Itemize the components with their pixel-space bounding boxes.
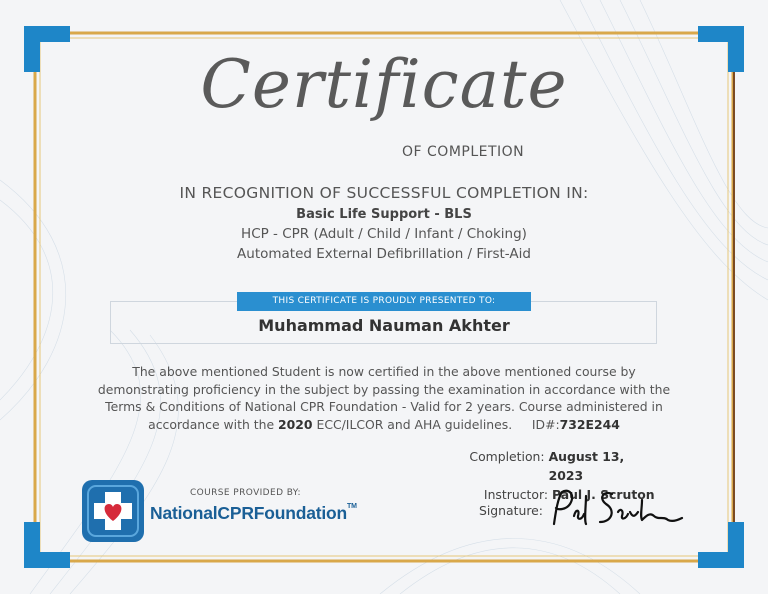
certificate-id: 732E244 <box>559 416 620 432</box>
certificate-title-wrap <box>0 46 768 123</box>
instructor-label: Instructor: <box>483 487 548 502</box>
course-line-2: HCP - CPR (Adult / Child / Infant / Choking) <box>241 226 527 242</box>
completion-row <box>420 447 660 485</box>
course-name: Basic Life Support - BLS <box>296 207 472 222</box>
guidelines-year: 2020 <box>278 416 313 432</box>
certificate-subtitle: OF COMPLETION <box>402 144 525 160</box>
completion-label: Completion: <box>469 449 545 464</box>
id-label: ID#: <box>531 416 560 432</box>
provided-by-label: COURSE PROVIDED BY: <box>190 488 301 498</box>
course-line-3: Automated External Defibrillation / First-Aid <box>237 246 531 262</box>
statement-line-4 <box>80 416 688 434</box>
statement-line-2: demonstrating proficiency in the subject by passing the examination in accordance with the <box>97 381 671 397</box>
statement-line-3: Terms & Conditions of National CPR Foundation - Valid for 2 years. Course administered in <box>105 399 663 415</box>
completion-date: August 13, 2023 <box>548 449 625 483</box>
signature-label: Signature: <box>479 503 543 518</box>
statement-line-4-prefix: accordance with the <box>148 416 275 432</box>
statement-line-1: The above mentioned Student is now certified in the above mentioned course by <box>132 364 636 379</box>
corner-bottom-right <box>698 522 744 568</box>
recognition-line: IN RECOGNITION OF SUCCESSFUL COMPLETION IN: <box>179 184 589 202</box>
certification-statement <box>80 363 688 433</box>
signature-image <box>546 486 686 532</box>
instructor-name: Paul J. Scruton <box>552 487 655 502</box>
corner-bottom-left <box>24 522 70 568</box>
certificate-title: Certificate <box>200 46 568 123</box>
statement-line-4-suffix: ECC/ILCOR and AHA guidelines. <box>316 416 513 432</box>
presented-banner: THIS CERTIFICATE IS PROUDLY PRESENTED TO: <box>237 292 531 311</box>
medical-cross-heart-icon <box>82 480 144 542</box>
recipient-name: Muhammad Nauman Akhter <box>258 316 510 335</box>
provider-trademark: TM <box>347 503 357 510</box>
provider-name-text: NationalCPRFoundation <box>150 503 348 523</box>
provider-name <box>150 503 357 524</box>
